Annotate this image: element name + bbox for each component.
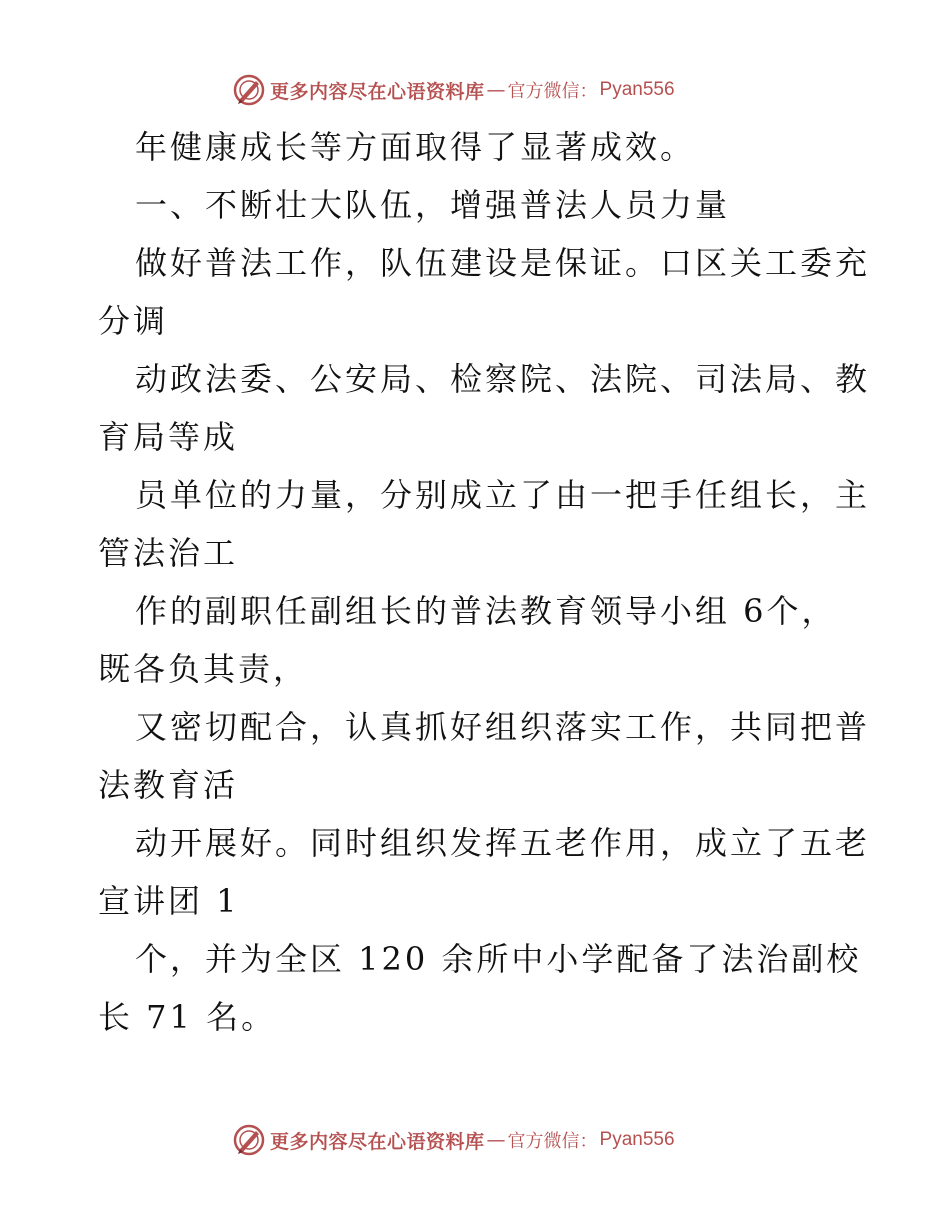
paragraph-line: 既各负其责，	[98, 650, 309, 688]
watermark-wechat-id: Pyan556	[599, 79, 675, 100]
paragraph-line: 动政法委、公安局、检察院、法院、司法局、教	[135, 360, 871, 398]
paragraph-line: 做好普法工作，队伍建设是保证。口区关工委充	[135, 244, 871, 282]
paragraph-line: 员单位的力量，分别成立了由一把手任组长，主	[135, 476, 871, 514]
pen-circle-logo-icon	[232, 1123, 266, 1157]
watermark-brand-text: 更多内容尽在心语资料库	[270, 80, 485, 103]
paragraph-line: 法教育活	[98, 766, 239, 804]
paragraph-line: 动开展好。同时组织发挥五老作用，成立了五老	[135, 824, 871, 862]
paragraph-line: 作的副职任副组长的普法教育领导小组 6个，	[135, 592, 837, 630]
paragraph-line: 育局等成	[98, 418, 239, 456]
paragraph-line: 个，并为全区 120 余所中小学配备了法治副校	[135, 940, 862, 978]
watermark-wechat-label: 官方微信：	[507, 81, 598, 102]
paragraph-line: 长 71 名。	[98, 998, 277, 1036]
header-watermark	[232, 73, 675, 107]
paragraph-line: 管法治工	[98, 534, 239, 572]
section-heading: 一、不断壮大队伍，增强普法人员力量	[135, 186, 731, 224]
watermark-brand-text: 更多内容尽在心语资料库	[270, 1130, 485, 1153]
pen-circle-logo-icon	[232, 73, 266, 107]
paragraph-line: 年健康成长等方面取得了显著成效。	[135, 128, 696, 166]
watermark-wechat-label: 官方微信：	[507, 1131, 598, 1152]
paragraph-line: 分调	[98, 302, 169, 340]
watermark-wechat-id: Pyan556	[599, 1129, 675, 1150]
watermark-separator: —	[486, 1129, 506, 1151]
paragraph-line: 又密切配合，认真抓好组织落实工作，共同把普	[135, 708, 871, 746]
watermark-separator: —	[486, 79, 506, 101]
paragraph-line: 宣讲团 1	[98, 882, 240, 920]
footer-watermark	[232, 1123, 675, 1157]
